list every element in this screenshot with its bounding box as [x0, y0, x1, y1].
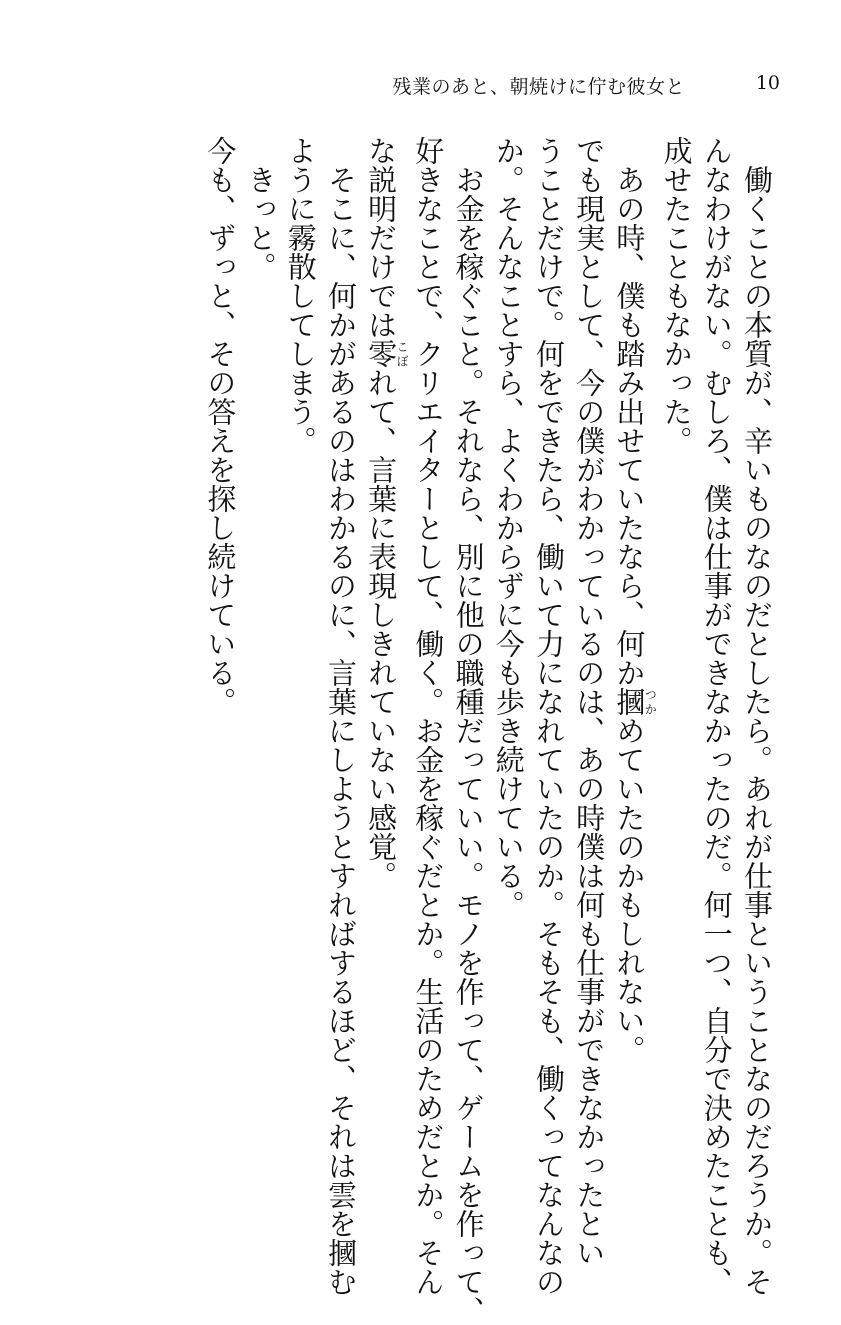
paragraph-line: か。そんなことすら、よくわからずに今も歩き続けている。: [491, 136, 526, 919]
page-number: 10: [755, 72, 780, 94]
text-run: な説明だけでは: [364, 136, 399, 339]
ruby-base: 零: [364, 339, 399, 368]
paragraph-line: 今も、ずっと、その答えを探し続けている。: [203, 136, 238, 716]
paragraph-line: そこに、何かがあるのはわかるのに、言葉にしようとすればするほど、それは雲を摑む: [323, 165, 358, 1296]
text-run: れて、言葉に表現しきれていない感覚。: [364, 368, 399, 890]
running-header: [60, 72, 780, 100]
paragraph-line: きっと。: [243, 165, 278, 281]
ruby-reading: こぼ: [395, 339, 410, 368]
paragraph-line: でも現実として、今の僕がわかっているのは、あの時僕は何も仕事ができなかったとい: [572, 136, 607, 1267]
paragraph-line: んなわけがない。むしろ、僕は仕事ができなかったのだ。何一つ、自分で決めたことも、: [699, 136, 734, 1296]
text-run: あの時、僕も踏み出せていたなら、何か: [612, 165, 647, 687]
paragraph-line-with-ruby: [361, 136, 408, 1136]
paragraph-line: 好きなことで、クリエイターとして、働く。お金を稼ぐだとか。生活のためだとか。そん: [411, 136, 446, 1296]
vertical-body-text: [200, 136, 777, 1325]
paragraph-line: 成せたこともなかった。: [659, 136, 694, 455]
ruby-base: 摑: [612, 687, 647, 716]
paragraph-line: お金を稼ぐこと。それなら、別に他の職種だっていい。モノを作って、ゲームを作って、: [451, 165, 486, 1325]
ruby-reading: つか: [643, 687, 658, 716]
paragraph-line: ように霧散してしまう。: [283, 136, 318, 455]
text-run: めていたのかもしれない。: [612, 716, 647, 1064]
ruby-annotation: [612, 687, 658, 716]
paragraph-line: 働くことの本質が、辛いものなのだとしたら。あれが仕事ということなのだろうか。そ: [740, 165, 774, 1296]
paragraph-line: うことだけで。何をできたら、働いて力になれていたのか。そもそも、働くってなんなの: [531, 136, 566, 1296]
chapter-title: 残業のあと、朝焼けに佇む彼女と: [392, 76, 685, 98]
paragraph-line-with-ruby: [609, 136, 656, 1136]
ruby-annotation: [364, 339, 410, 368]
